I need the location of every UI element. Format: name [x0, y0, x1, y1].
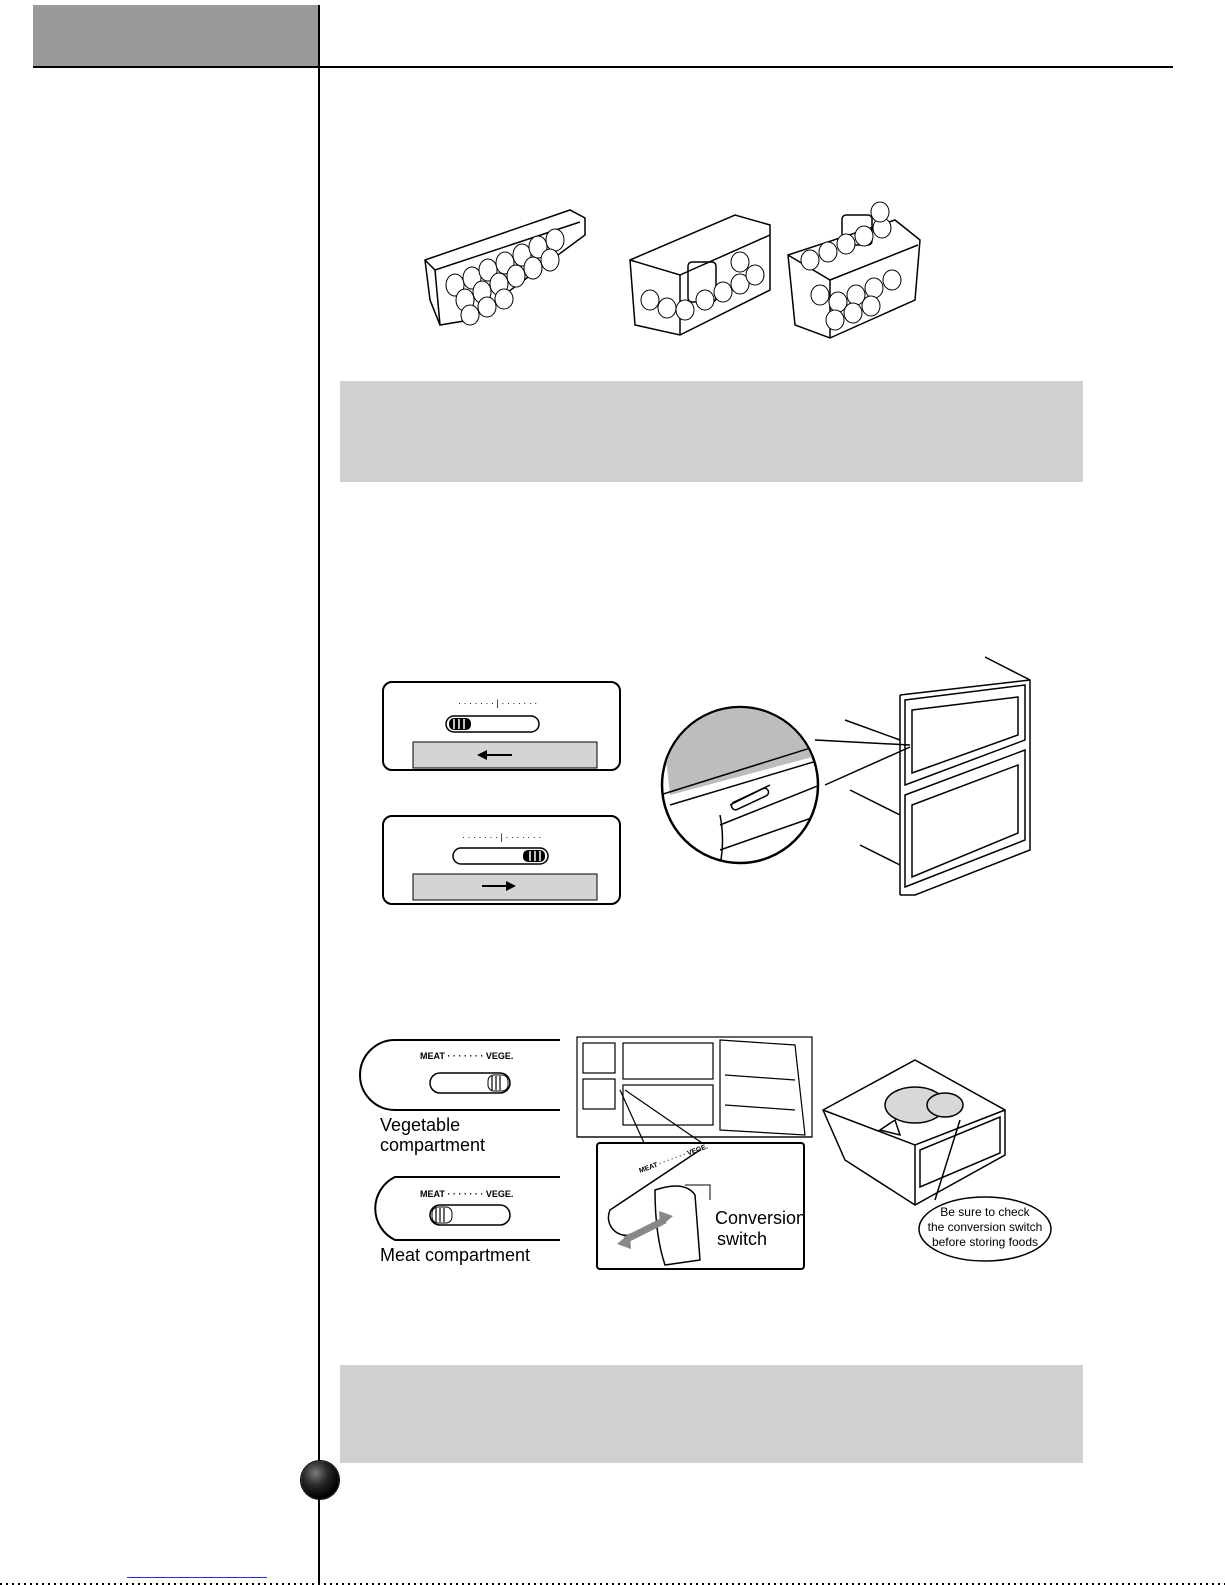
callout-line-1: Be sure to check [940, 1205, 1030, 1219]
vegetable-compartment-label-1: Vegetable [380, 1115, 461, 1135]
page-spine [318, 5, 320, 1585]
conversion-switch-label-2: switch [717, 1229, 768, 1249]
hand-detail [597, 1143, 806, 1269]
vegetable-switch-panel [360, 1040, 560, 1155]
callout-line-3: before storing foods [931, 1235, 1039, 1249]
slider-panel-right [383, 816, 620, 904]
svg-text:· · · · · · · | · · · · · · ·: · · · · · · · | · · · · · · · [462, 832, 542, 842]
header-tab [33, 5, 319, 66]
slider-panel-left [383, 682, 620, 770]
header-rule [33, 66, 1173, 68]
conversion-switch-illustration [355, 1035, 1055, 1275]
vegetable-compartment-label-2: compartment [380, 1135, 486, 1155]
fridge-interior [577, 1037, 812, 1145]
page-number-bullet [301, 1461, 339, 1499]
callout-line-2: the conversion switch [927, 1220, 1043, 1234]
footer-link-underline [127, 1577, 267, 1578]
crisper-drawer-illustration [660, 655, 1045, 900]
egg-tray-illustration [410, 200, 930, 345]
meat-switch-scale: MEAT · · · · · · · VEGE. [420, 1189, 514, 1199]
humidity-slider-panels [380, 678, 625, 908]
meat-compartment-label: Meat compartment [380, 1245, 531, 1265]
conversion-switch-label-1: Conversion [715, 1208, 807, 1228]
hand-switch-scale: MEAT · · · · · · · VEGE. [638, 1143, 709, 1175]
svg-text:· · · · · · · | · · · · · · ·: · · · · · · · | · · · · · · · [458, 698, 538, 708]
note-box-bottom [340, 1365, 1083, 1463]
vegetable-switch-scale: MEAT · · · · · · · VEGE. [420, 1051, 514, 1061]
note-box-top [340, 381, 1083, 482]
meat-switch-panel [375, 1177, 560, 1265]
drawer-with-meat [823, 1060, 1005, 1205]
